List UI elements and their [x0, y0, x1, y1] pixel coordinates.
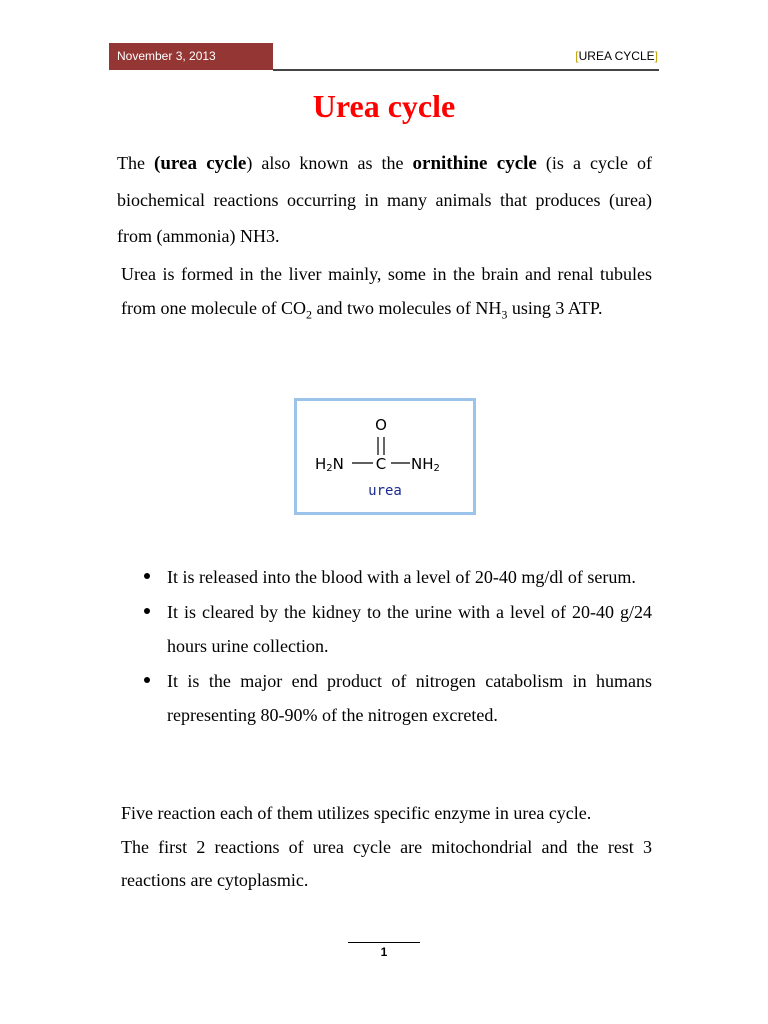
carbon-atom: C [375, 455, 387, 473]
list-item-text: It is cleared by the kidney to the urine with a level of 20-40 g/24 hours urine collection. [167, 602, 652, 656]
header-bracket-open: [ [575, 49, 579, 63]
closing-text-2: The first 2 reactions of urea cycle are mitochondrial and the rest 3 reactions are cytoplasmic. [121, 836, 652, 890]
list-item [141, 560, 652, 594]
amine-right [411, 455, 440, 474]
intro-paren-open: ( [154, 153, 161, 174]
amine-right-nh: NH [411, 455, 434, 473]
intro-term-urea-cycle: urea cycle [160, 153, 247, 174]
intro-paragraph [117, 145, 652, 254]
page-title: Urea cycle [312, 88, 456, 124]
amine-left-h: H [315, 455, 327, 473]
header-date: November 3, 2013 [109, 43, 273, 70]
header-title [575, 49, 658, 63]
formation-text-1: Urea is formed in the liver mainly, some in the brain and renal tubules from one molecule of CO [121, 264, 652, 318]
amine-left-n: N [332, 455, 344, 473]
formation-sub-1: 2 [305, 307, 312, 322]
intro-text-3: (is a cycle of biochemical reactions occurring in many animals that produces (urea) from (ammonia) NH3. [117, 153, 652, 246]
amine-right-sub: 2 [433, 463, 440, 474]
intro-term-ornithine-cycle: ornithine cycle [412, 153, 537, 174]
facts-list [141, 560, 652, 733]
list-item-text: It is released into the blood with a level of 20-40 mg/dl of serum. [167, 567, 636, 587]
formation-sub-2: 3 [501, 307, 508, 322]
intro-text-2: ) also known as the [246, 153, 413, 173]
bullet-icon [144, 573, 150, 579]
bullet-icon [144, 677, 150, 683]
amine-left-sub: 2 [326, 463, 333, 474]
header-bracket-close: ] [654, 49, 658, 63]
footer-rule [348, 942, 420, 943]
formation-text-3: using 3 ATP. [507, 298, 603, 318]
closing-text-1: Five reaction each of them utilizes specific enzyme in urea cycle. [121, 803, 592, 823]
intro-text-1: The [117, 153, 155, 173]
list-item-text: It is the major end product of nitrogen catabolism in humans representing 80-90% of the nitrogen excreted. [167, 671, 652, 725]
list-item [141, 664, 652, 732]
header-rule [273, 69, 659, 71]
urea-structure-diagram [297, 401, 473, 512]
amine-left [315, 455, 344, 474]
bullet-icon [144, 608, 150, 614]
urea-structure-figure [294, 398, 476, 515]
list-item [141, 595, 652, 663]
oxygen-atom: O [375, 416, 387, 434]
formation-text-2: and two molecules of NH [311, 298, 502, 318]
page-number: 1 [380, 945, 388, 959]
closing-paragraph [121, 797, 652, 898]
structure-caption: urea [368, 483, 402, 499]
formation-paragraph [121, 257, 652, 332]
header-title-text: UREA CYCLE [578, 49, 655, 63]
